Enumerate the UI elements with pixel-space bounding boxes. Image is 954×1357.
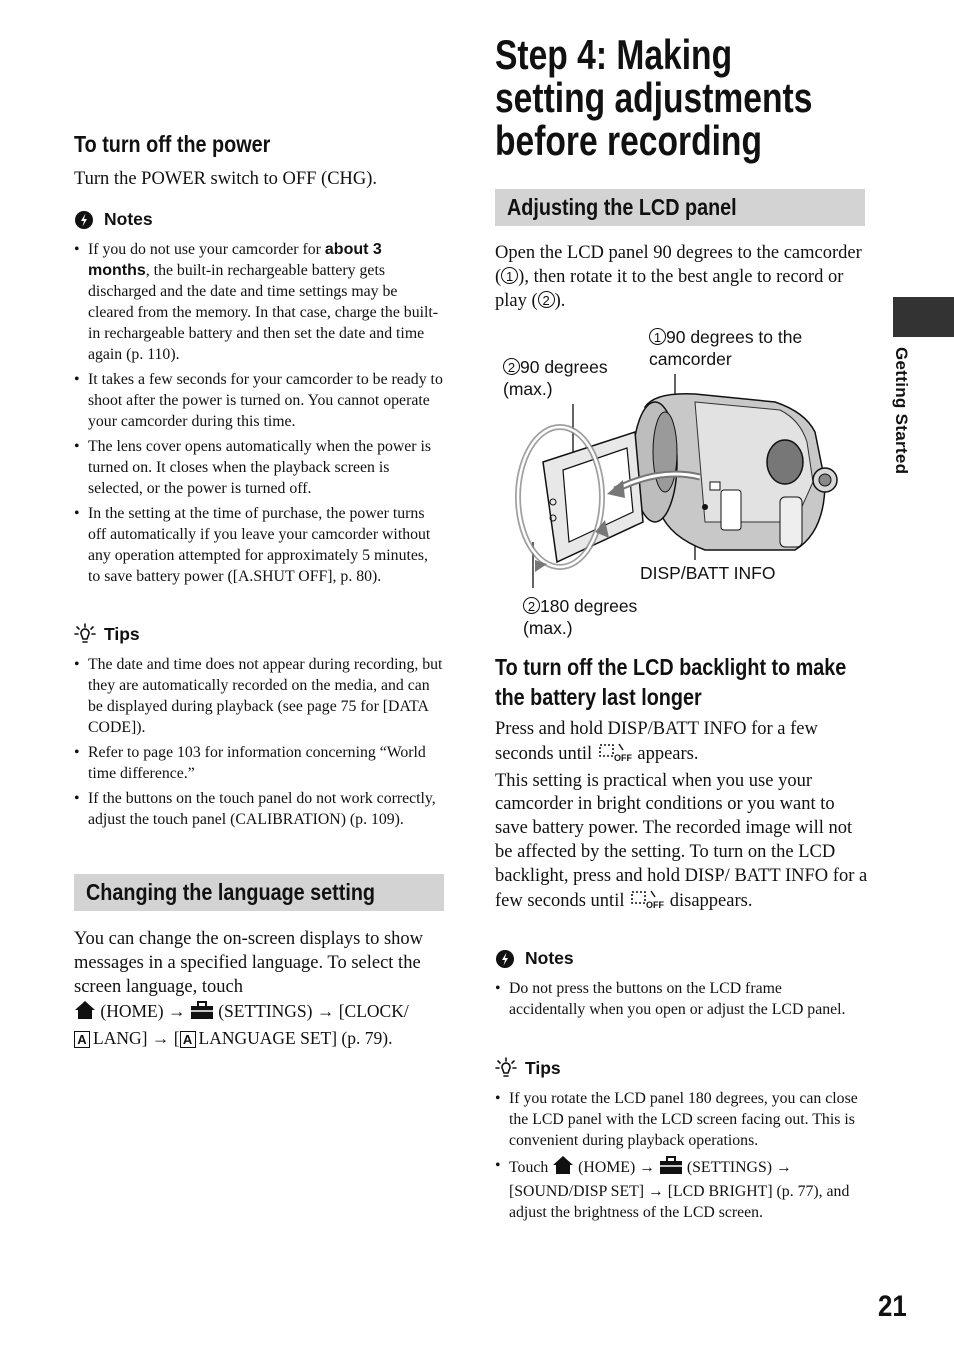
- step-2-icon: 2: [523, 597, 540, 614]
- label-text: 180 degrees (max.): [523, 596, 638, 638]
- arrow-icon: →: [167, 1001, 186, 1021]
- arrow-icon: →: [647, 1183, 664, 1200]
- notes-label: Notes: [525, 948, 574, 968]
- label-disp-batt: DISP/BATT INFO: [640, 563, 776, 583]
- lcd-text: [495, 242, 870, 313]
- home-icon: [552, 1155, 574, 1181]
- toolbox-icon: [190, 1000, 214, 1026]
- backlight-text-part: appears.: [637, 743, 699, 764]
- home-label: (HOME): [578, 1159, 636, 1176]
- off-text: OFF: [613, 752, 632, 762]
- language-set-label: LANGUAGE SET] (p. 79).: [198, 1028, 393, 1048]
- step-1-icon: 1: [501, 267, 518, 284]
- label-text: 90 degrees to the camcorder: [649, 327, 803, 369]
- language-a-icon: A: [180, 1031, 196, 1048]
- side-tab-label: Getting Started: [892, 347, 911, 475]
- tip-item: • If you rotate the LCD panel 180 degrees, you can close the LCD panel with the LCD screen facing out. This is convenient during playback operations.: [495, 1088, 860, 1151]
- tip-item: • Refer to page 103 for information concerning “World time difference.”: [74, 742, 444, 784]
- note-item: [74, 239, 444, 365]
- language-text: You can change the on-screen displays to show messages in a specified language. To select the screen language, touch: [74, 929, 424, 997]
- home-icon: [74, 1000, 96, 1026]
- tip-text: [LCD BRIGHT] (p. 77), and adjust the brightness of the LCD screen.: [509, 1183, 850, 1221]
- title-line: Step 4: Making: [495, 31, 733, 78]
- notes-icon: [74, 210, 94, 230]
- label-text: 90 degrees (max.): [503, 357, 608, 399]
- notes-icon: [495, 949, 515, 969]
- settings-label: (SETTINGS): [686, 1159, 772, 1176]
- notes-list-right: [495, 978, 860, 1024]
- arrow-icon: →: [775, 1159, 792, 1176]
- tips-list-right: [495, 1088, 860, 1227]
- backlight-text-part: This setting is practical when you use your camcorder in bright conditions or you want to save battery power. The recorded image will not be affected by the setting. To turn on the LCD backlight, press and hold DISP/ BATT INFO for a few seconds until: [495, 770, 868, 911]
- tip-item: • If the buttons on the touch panel do not work correctly, adjust the touch panel (CALIBRATION) (p. 109).: [74, 788, 444, 830]
- tip-text: [SOUND/DISP SET]: [509, 1183, 645, 1200]
- page-number: 21: [878, 1290, 907, 1323]
- notes-header: [74, 209, 153, 230]
- arrow-icon: →: [151, 1028, 170, 1048]
- camcorder-illustration: [495, 322, 875, 642]
- arrow-icon: →: [316, 1001, 335, 1021]
- tips-header: [74, 623, 140, 645]
- lcd-backlight-off-icon: [629, 889, 665, 917]
- clock-label-b: LANG]: [93, 1028, 148, 1048]
- notes-list: [74, 239, 444, 591]
- note-item: • The lens cover opens automatically when the power is turned on. It closes when the playback screen is selected, or the power is turned off.: [74, 436, 444, 499]
- title-line: setting adjustments: [495, 74, 813, 121]
- note-item: • In the setting at the time of purchase, the power turns off automatically if you leave your camcorder without any operation attempted for approximately 5 minutes, to save battery power ([A.SHUT OFF], p. 80).: [74, 503, 444, 587]
- notes-header-right: [495, 948, 574, 969]
- note-bold-text: about 3 months: [88, 241, 382, 279]
- lcd-text-part: ).: [554, 290, 566, 311]
- side-tab-marker: [893, 297, 954, 337]
- lcd-backlight-off-icon: [597, 742, 633, 770]
- settings-label: (SETTINGS): [218, 1001, 313, 1021]
- power-text: Turn the POWER switch to OFF (CHG).: [74, 169, 378, 189]
- note-text: If you do not use your camcorder for: [88, 241, 325, 258]
- tip-item: • The date and time does not appear during recording, but they are automatically recorded on the media, and can be displayed during playback (see page 75 for [DATA CODE]).: [74, 654, 444, 738]
- camcorder-figure: [495, 322, 875, 642]
- power-heading: To turn off the power: [74, 131, 271, 157]
- tips-label: Tips: [525, 1057, 561, 1078]
- language-section-header: [74, 874, 444, 911]
- step-2-icon: 2: [538, 291, 555, 308]
- tips-label: Tips: [104, 623, 140, 644]
- tip-item: [495, 1155, 860, 1223]
- language-path: (HOME) → (SETTINGS) → [CLOCK/ A LANG] → [ A LANGUAGE SET] (p. 79).: [74, 999, 454, 1050]
- title-line: before recording: [495, 117, 762, 164]
- language-heading: Changing the language setting: [86, 879, 376, 905]
- arrow-icon: →: [639, 1159, 655, 1176]
- step-2-icon: 2: [503, 358, 520, 375]
- notes-label: Notes: [104, 209, 153, 229]
- backlight-text-part: Press and hold DISP/BATT INFO for a few seconds until: [495, 719, 818, 764]
- toolbox-icon: [659, 1155, 683, 1181]
- clock-label-a: [CLOCK/: [338, 1001, 409, 1021]
- side-tab: [891, 347, 911, 487]
- note-item: • Do not press the buttons on the LCD frame accidentally when you open or adjust the LCD panel.: [495, 978, 860, 1020]
- note-item: • It takes a few seconds for your camcorder to be ready to shoot after the power is turned on. You cannot operate your camcorder during this time.: [74, 369, 444, 432]
- page-title: [495, 33, 812, 162]
- note-text: , the built-in rechargeable battery gets discharged and the date and time settings may be cleared from the memory. In that case, charge the built-in rechargeable battery and then set the date and time again (p. 110).: [88, 262, 439, 363]
- language-a-icon: A: [74, 1031, 90, 1048]
- home-label: (HOME): [100, 1001, 164, 1021]
- off-text: OFF: [646, 899, 665, 909]
- lcd-text-part: ), then rotate it to the best angle to record or play (: [495, 266, 844, 311]
- lcd-heading: Adjusting the LCD panel: [507, 194, 737, 220]
- tip-text: Touch: [509, 1159, 549, 1176]
- backlight-text: [495, 718, 870, 916]
- backlight-text-part: disappears.: [669, 890, 753, 911]
- lightbulb-icon: [74, 623, 96, 645]
- lcd-text-part: Open the LCD panel 90 degrees to the camcorder (: [495, 243, 862, 287]
- lightbulb-icon: [495, 1057, 517, 1079]
- lcd-section-header: [495, 189, 865, 226]
- tips-list: [74, 654, 444, 834]
- backlight-heading: To turn off the LCD backlight to make the battery last longer: [495, 654, 847, 710]
- step-1-icon: 1: [649, 328, 666, 345]
- tips-header-right: [495, 1057, 561, 1079]
